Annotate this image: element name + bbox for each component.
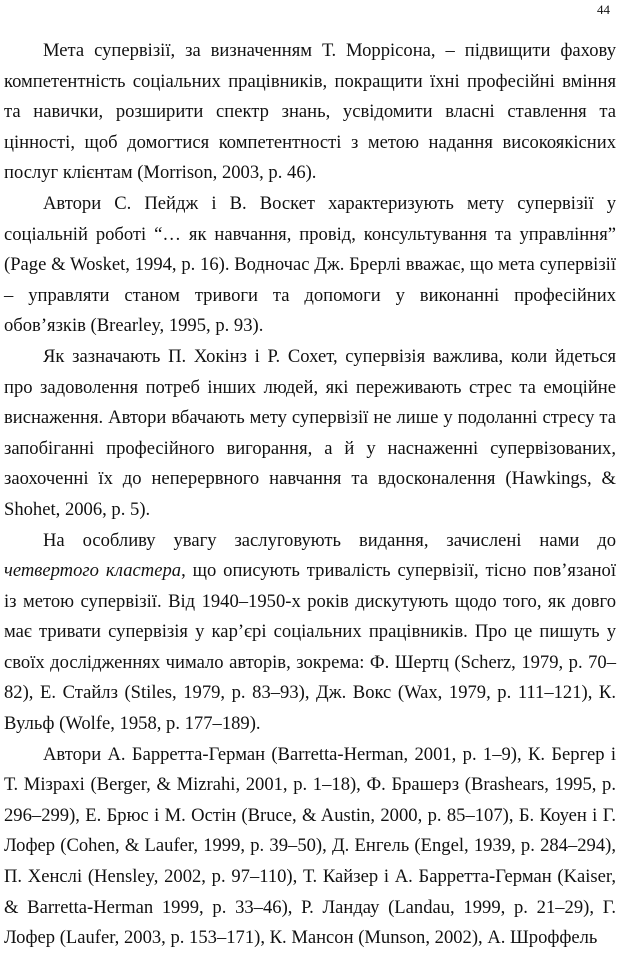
paragraph-2: Автори С. Пейдж і В. Воскет характеризують мету супервізії у соціальній роботі “… як навчання, провід, консультування та управління” (Page & Wosket, 1994, p. 16). Водночас Дж. Брерлі вважає, що мета супервізії – управляти станом тривоги та допомоги у виконанні професійних обов’язків (Brearley, 1995, p. 93). (4, 192, 616, 337)
paragraph-4-end: , що описують тривалість супервізії, тісно пов’язаної із метою супервізії. Від 1940–1950-х років дискутують щодо того, як довго має тривати супервізія у кар’єрі соціальних працівників. Про це пишуть у своїх дослідженнях чимало авторів, зокрема: Ф. Шертц (Scherz, 1979, p. 70–82), Е. Стайлз (Stiles, 1979, p. 83–93), Дж. Вокс (Wax, 1979, p. 111–121), К. Вульф (Wolfe, 1958, p. 177–189). (4, 560, 616, 735)
document-body (4, 36, 616, 954)
paragraph-1: Мета супервізії, за визначенням Т. Моррісона, – підвищити фахову компетентність соціальних працівників, покращити їхні професійні вміння та навички, розширити спектр знань, усвідомити власні ставлення та цінності, щоб домогтися компетентності з метою надання високоякісних послуг клієнтам (Morrison, 2003, p. 46). (4, 40, 616, 184)
paragraph-4 (4, 526, 616, 740)
paragraph-4-start: На особливу увагу заслуговують видання, зачислені нами до (43, 529, 616, 551)
page-number: 44 (597, 2, 610, 17)
paragraph-4-italic-term: четвертого кластера (4, 560, 182, 582)
paragraph-5: Автори А. Барретта-Герман (Barretta-Herman, 2001, p. 1–9), К. Бергер і Т. Мізрахі (Berger, & Mizrahi, 2001, p. 1–18), Ф. Брашерз (Brashears, 1995, p. 296–299), Е. Брюс і М. Остін (Bruce, & Austin, 2000, p. 85–107), Б. Коуен і Г. Лофер (Cohen, & Laufer, 1999, p. 39–50), Д. Енгель (Engel, 1939, p. 284–294), П. Хенслі (Hensley, 2002, p. 97–110), Т. Кайзер і А. Барретта-Герман (Kaiser, & Barretta-Herman 1999, p. 33–46), Р. Ландау (Landau, 1999, p. 21–29), Г. Лофер (Laufer, 2003, p. 153–171), К. Мансон (Munson, 2002), А. Шроффель (4, 743, 616, 949)
paragraph-3: Як зазначають П. Хокінз і Р. Сохет, супервізія важлива, коли йдеться про задоволення потреб інших людей, які переживають стрес та емоційне виснаження. Автори вбачають мету супервізії не лише у подоланні стресу та запобіганні професійного вигорання, а й у наснаженні супервізованих, заохоченні їх до неперервного навчання та вдосконалення (Hawkings, & Shohet, 2006, p. 5). (4, 345, 616, 520)
